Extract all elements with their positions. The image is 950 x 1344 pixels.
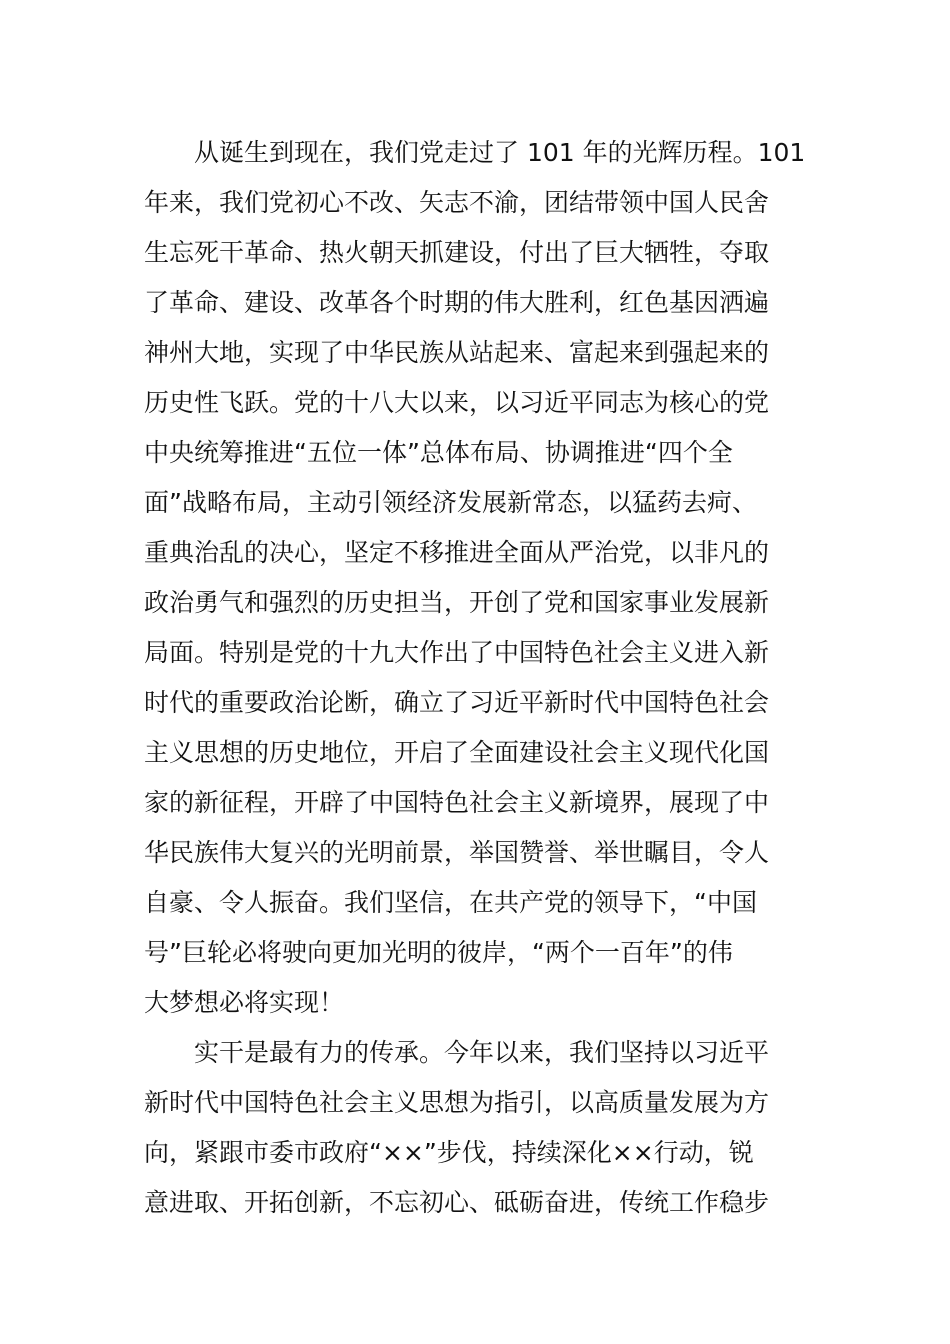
document-body: [144, 128, 806, 1228]
text-line: 实干是最有力的传承。今年以来，我们坚持以习近平: [194, 1038, 770, 1067]
text-line: 神州大地，实现了中华民族从站起来、富起来到强起来的: [144, 338, 770, 367]
text-line: 了革命、建设、改革各个时期的伟大胜利，红色基因洒遍: [144, 288, 770, 317]
text-line: 号”巨轮必将驶向更加光明的彼岸，“两个一百年”的伟: [144, 938, 733, 967]
text-line: 华民族伟大复兴的光明前景，举国赞誉、举世瞩目，令人: [144, 838, 770, 867]
text-line: 时代的重要政治论断，确立了习近平新时代中国特色社会: [144, 688, 770, 717]
text-line: 年来，我们党初心不改、矢志不渝，团结带领中国人民舍: [144, 188, 770, 217]
paragraph-1: [144, 128, 806, 1028]
text-line: 家的新征程，开辟了中国特色社会主义新境界，展现了中: [144, 788, 770, 817]
text-line: 从诞生到现在，我们党走过了 101 年的光辉历程。101: [194, 138, 806, 167]
text-line: 面”战略布局，主动引领经济发展新常态，以猛药去疴、: [144, 488, 757, 517]
text-line: 中央统筹推进“五位一体”总体布局、协调推进“四个全: [144, 438, 733, 467]
text-line: 大梦想必将实现！: [144, 988, 345, 1017]
text-line: 新时代中国特色社会主义思想为指引，以高质量发展为方: [144, 1088, 770, 1117]
text-line: 意进取、开拓创新，不忘初心、砥砺奋进，传统工作稳步: [144, 1188, 770, 1217]
text-line: 主义思想的历史地位，开启了全面建设社会主义现代化国: [144, 738, 770, 767]
text-line: 向，紧跟市委市政府“××”步伐，持续深化××行动，锐: [144, 1138, 754, 1167]
text-line: 自豪、令人振奋。我们坚信，在共产党的领导下，“中国: [144, 888, 757, 917]
text-line: 生忘死干革命、热火朝天抓建设，付出了巨大牺牲，夺取: [144, 238, 770, 267]
text-line: 局面。特别是党的十九大作出了中国特色社会主义进入新: [144, 638, 770, 667]
text-line: 政治勇气和强烈的历史担当，开创了党和国家事业发展新: [144, 588, 770, 617]
paragraph-2: [144, 1028, 806, 1228]
text-line: 历史性飞跃。党的十八大以来，以习近平同志为核心的党: [144, 388, 770, 417]
text-line: 重典治乱的决心，坚定不移推进全面从严治党，以非凡的: [144, 538, 770, 567]
